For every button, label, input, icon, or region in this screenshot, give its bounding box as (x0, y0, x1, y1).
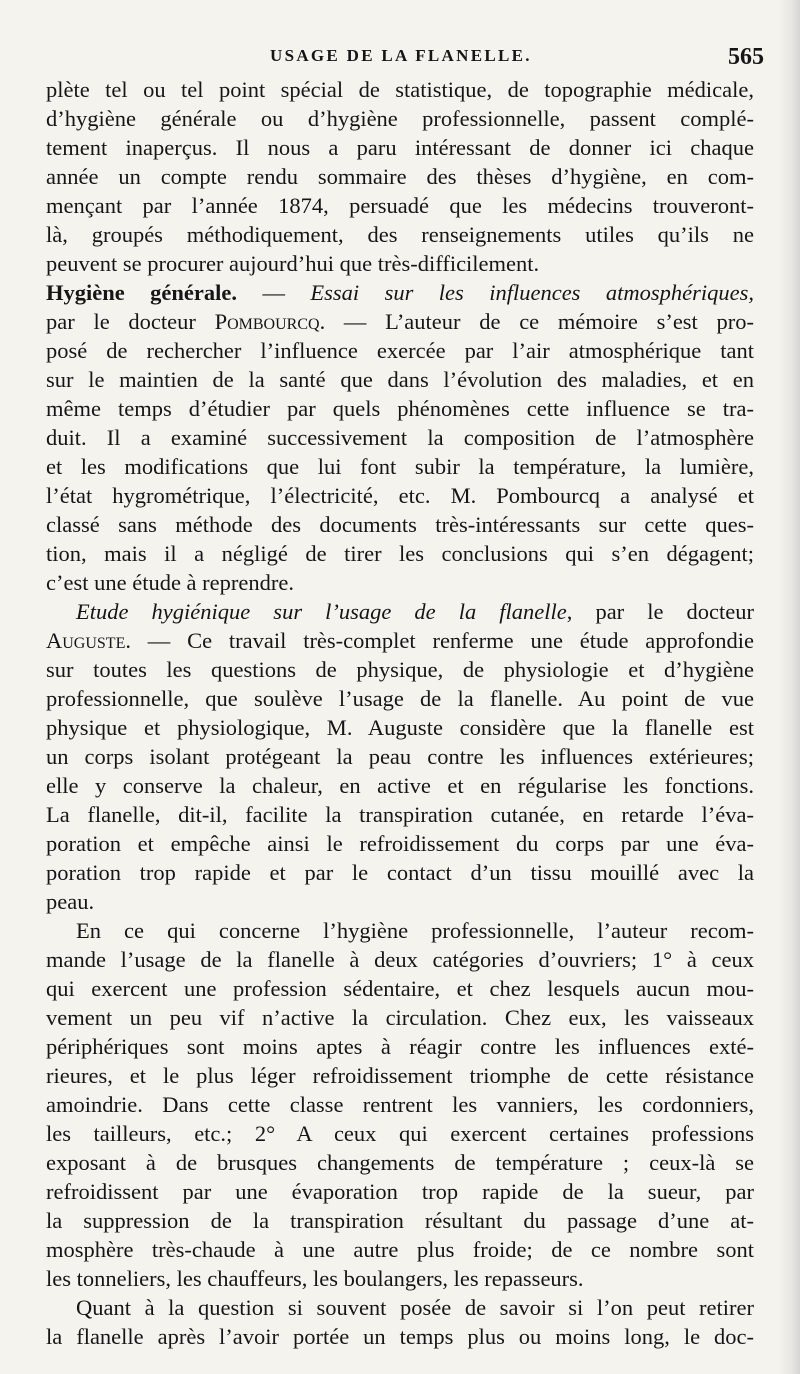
text-line: physique et physiologique, M. Auguste considère que la flanelle est (46, 715, 754, 740)
page-edge-shadow (778, 0, 800, 1374)
text-line: mençant par l’année 1874, persuadé que les médecins trouveront- (46, 193, 754, 218)
text-line: c’est une étude à reprendre. (46, 570, 294, 595)
text-line: classé sans méthode des documents très-intéressants sur cette ques- (46, 512, 754, 537)
text-line: un corps isolant protégeant la peau contre les influences extérieures; (46, 744, 754, 769)
heading-dash: — (237, 280, 311, 305)
author-prefix: par le docteur (46, 309, 215, 334)
text-line: amoindrie. Dans cette classe rentrent les vanniers, les cordonniers, (46, 1092, 754, 1117)
text-line: vement un peu vif n’active la circulation. Chez eux, les vaisseaux (46, 1005, 754, 1030)
text-line: La flanelle, dit-il, facilite la transpiration cutanée, en retarde l’éva- (46, 802, 754, 827)
text-line: poration et empêche ainsi le refroidissement du corps par une éva- (46, 831, 754, 856)
text-line: En ce qui concerne l’hygiène professionnelle, l’auteur recom- (76, 918, 754, 943)
text-line: duit. Il a examiné successivement la composition de l’atmosphère (46, 425, 754, 450)
text-line: elle y conserve la chaleur, en active et en régularise les fonctions. (46, 773, 754, 798)
text-line: exposant à de brusques changements de température ; ceux-là se (46, 1150, 754, 1175)
text-line: poration trop rapide et par le contact d’un tissu mouillé avec la (46, 860, 754, 885)
thesis-title: Etude hygiénique sur l’usage de la flanelle (76, 599, 567, 624)
section-heading-line (46, 278, 754, 307)
text-line: et les modifications que lui font subir la température, la lumière, (46, 454, 754, 479)
text-fragment: , par le docteur (566, 599, 754, 624)
text-line: posé de rechercher l’influence exercée par l’air atmosphérique tant (46, 338, 754, 363)
text-line: sur le maintien de la santé que dans l’évolution des maladies, et en (46, 367, 754, 392)
text-line (46, 626, 754, 655)
page-number: 565 (728, 44, 764, 70)
text-line (46, 307, 754, 336)
text-line: plète tel ou tel point spécial de statistique, de topographie médicale, (46, 77, 754, 102)
section-heading-line (46, 597, 754, 626)
text-line: tion, mais il a négligé de tirer les conclusions qui s’en dégagent; (46, 541, 754, 566)
text-line: la suppression de la transpiration résultant du passage d’une at- (46, 1208, 754, 1233)
text-line: mande l’usage de la flanelle à deux catégories d’ouvriers; 1° à ceux (46, 947, 754, 972)
text-line: rieures, et le plus léger refroidissement triomphe de cette résistance (46, 1063, 754, 1088)
text-line: mosphère très-chaude à une autre plus froide; de ce nombre sont (46, 1237, 754, 1262)
page-header (40, 40, 764, 80)
author-name: Pombourcq. (214, 309, 326, 334)
text-line: les tailleurs, etc.; 2° A ceux qui exercent certaines professions (46, 1121, 754, 1146)
section-heading: Hygiène générale. (46, 280, 238, 305)
text-line: là, groupés méthodiquement, des renseignements utiles qu’ils ne (46, 222, 754, 247)
text-line: année un compte rendu sommaire des thèses d’hygiène, en com- (46, 164, 754, 189)
text-line: périphériques sont moins aptes à réagir contre les influences exté- (46, 1034, 754, 1059)
text-line: peuvent se procurer aujourd’hui que très-difficilement. (46, 251, 540, 276)
text-line: professionnelle, que soulève l’usage de la flanelle. Au point de vue (46, 686, 754, 711)
text-line: même temps d’étudier par quels phénomènes cette influence se tra- (46, 396, 754, 421)
text-line: Quant à la question si souvent posée de savoir si l’on peut retirer (76, 1295, 754, 1320)
text-fragment: — Ce travail très-complet renferme une étude approfondie (130, 628, 754, 653)
text-line: d’hygiène générale ou d’hygiène professionnelle, passent complé- (46, 106, 754, 131)
body-text (46, 75, 754, 1351)
text-line: la flanelle après l’avoir portée un temps plus ou moins long, le doc- (46, 1324, 754, 1349)
text-line: refroidissent par une évaporation trop rapide de la sueur, par (46, 1179, 754, 1204)
text-line: l’état hygrométrique, l’électricité, etc. M. Pombourcq a analysé et (46, 483, 754, 508)
text-line: peau. (46, 889, 95, 914)
thesis-title: Essai sur les influences atmosphériques, (310, 280, 754, 305)
text-line: qui exercent une profession sédentaire, et chez lesquels aucun mou- (46, 976, 754, 1001)
author-name: Auguste. (46, 628, 131, 653)
text-line: sur toutes les questions de physique, de physiologie et d’hygiène (46, 657, 754, 682)
text-line: tement inaperçus. Il nous a paru intéressant de donner ici chaque (46, 135, 754, 160)
text-line: les tonneliers, les chauffeurs, les boulangers, les repasseurs. (46, 1266, 584, 1291)
text-fragment: — L’auteur de ce mémoire s’est pro- (325, 309, 755, 334)
running-title: USAGE DE LA FLANELLE. (270, 46, 532, 65)
